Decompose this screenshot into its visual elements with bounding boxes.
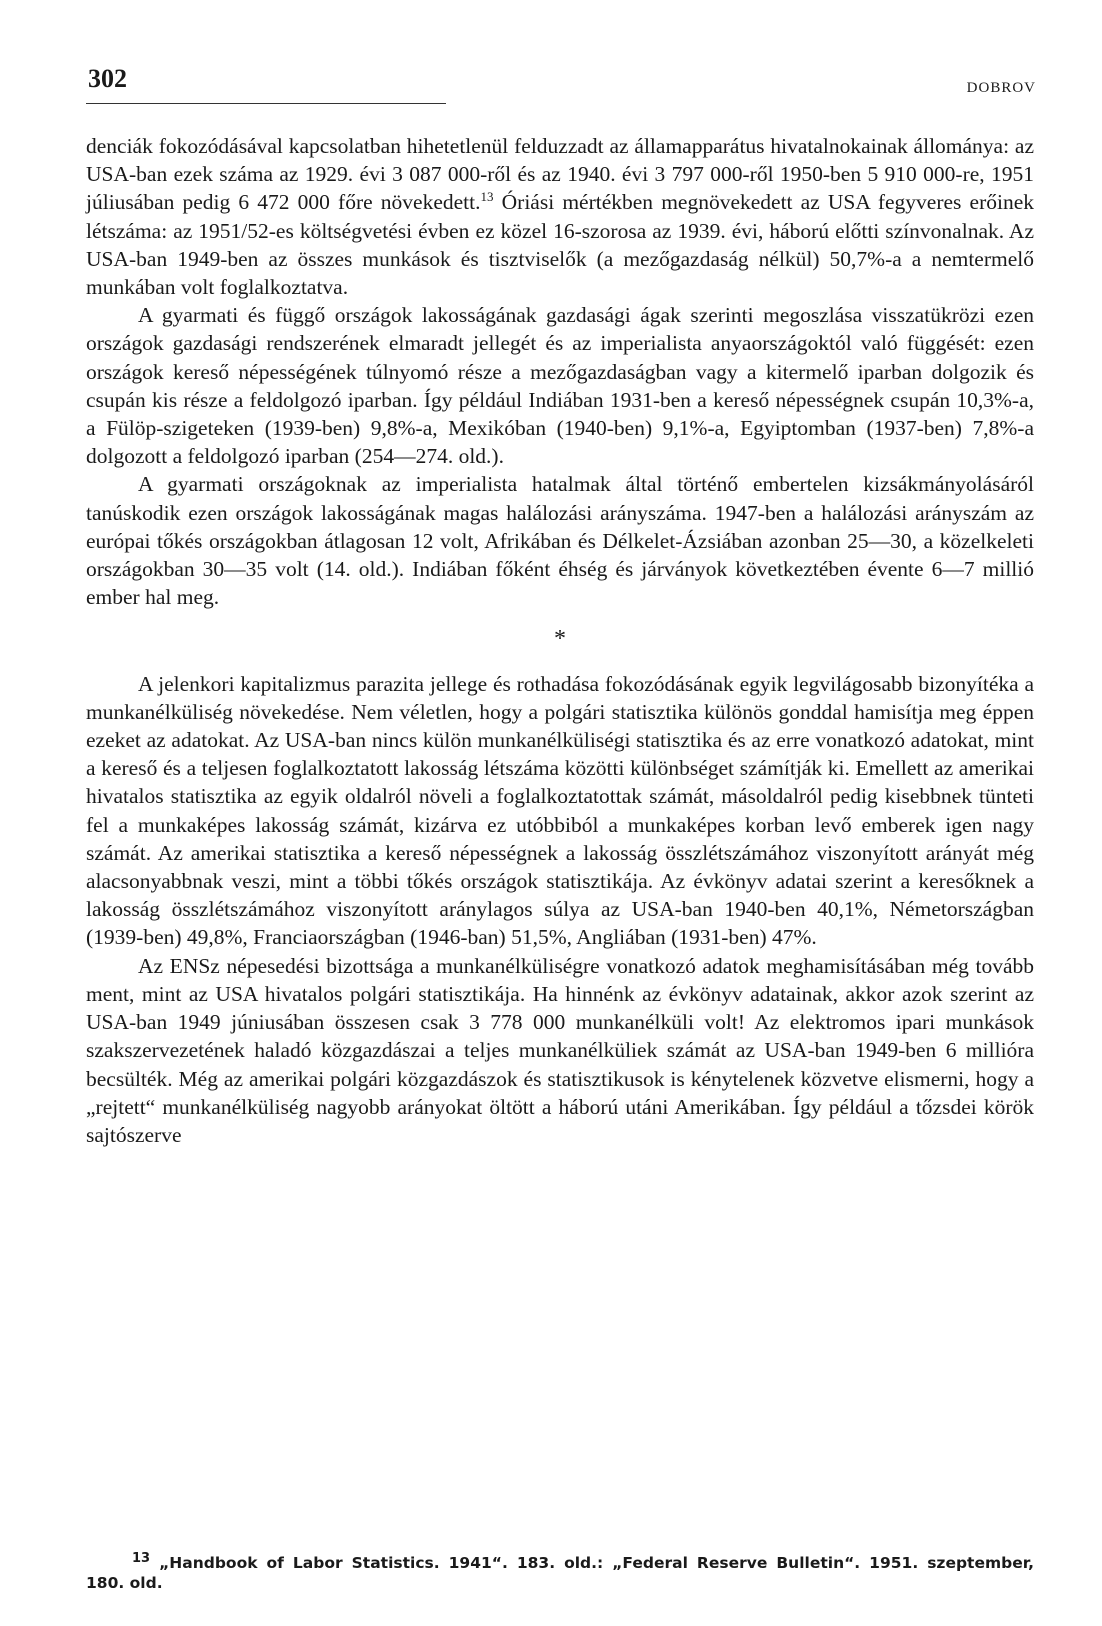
footnote-text: „Handbook of Labor Statistics. 1941“. 183. old.: „Federal Reserve Bulletin“. 1951. szeptember, 180. old.: [86, 1554, 1034, 1592]
footnote-13: [86, 1550, 1034, 1593]
footnote-number: 13: [132, 1550, 151, 1566]
body-text: [86, 132, 1034, 1149]
paragraph-1: [86, 132, 1034, 301]
paragraph-1-text-after: Óriási mértékben megnövekedett az USA fegyveres erőinek létszáma: az 1951/52-es költségvetési évben ez közel 16-szorosa az 1939. évi, háború előtti színvonalnak. Az USA-ban 1949-ben az összes munkások és tisztviselők (a mezőgazdaság nélkül) 50,7%-a a nemtermelő munkában volt foglalkoztatva.: [86, 190, 1035, 300]
paragraph-2: A gyarmati és függő országok lakosságának gazdasági ágak szerinti megoszlása visszatükrözi ezen országok gazdasági rendszerének elmaradt jellegét és az imperialista anyaországoktól való függését: ezen országok kereső népességének túlnyomó része a mezőgazdaságban vagy a kitermelő iparban dolgozik és csupán kis része a feldolgozó iparban. Így például Indiában 1931-ben a kereső népességnek csupán 10,3%-a, a Fülöp-szigeteken (1939-ben) 9,8%-a, Mexikóban (1940-ben) 9,1%-a, Egyiptomban (1937-ben) 7,8%-a dolgozott a feldolgozó iparban (254—274. old.).: [86, 303, 1034, 469]
footnote-ref-13: 13: [480, 189, 494, 205]
running-head: DOBROV: [966, 80, 1036, 96]
paragraph-4: A jelenkori kapitalizmus parazita jellege és rothadása fokozódásának egyik legvilágosabb bizonyítéka a munkanélküliség növekedése. Nem véletlen, hogy a polgári statisztika különös gonddal hamisítja meg éppen ezeket az adatokat. Az USA-ban nincs külön munkanélküliségi statisztika és az erre vonatkozó adatokat, mint a kereső és a teljesen foglalkoztatott lakosság létszáma közötti különbséget számítják ki. Emellett az amerikai hivatalos statisztika az egyik oldalról növeli a foglalkoztatottak számát, másoldalról pedig kisebbnek tünteti fel a munkaképes lakosság számát, kizárva ez utóbbiból a munkaképes korban levő emberek igen nagy számát. Az amerikai statisztika a kereső népességnek a lakosság összlétszámához viszonyított arányát még alacsonyabbnak veszi, mint a többi tőkés országok statisztikája. Az évkönyv adatai szerint a keresőknek a lakosság összlétszámához viszonyított aránylagos súlya az USA-ban 1940-ben 40,1%, Németországban (1939-ben) 49,8%, Franciaországban (1946-ban) 51,5%, Angliában (1931-ben) 47%.: [86, 671, 1034, 950]
page-number: 302: [88, 64, 127, 93]
paragraph-5: Az ENSz népesedési bizottsága a munkanélküliségre vonatkozó adatok meghamisításában még tovább ment, mint az USA hivatalos polgári statisztikája. Ha hinnénk az évkönyv adatainak, akkor azok szerint az USA-ban 1949 júniusában összesen csak 3 778 000 munkanélküli volt! Az elektromos ipari munkások szakszervezetének haladó közgazdászai a teljes munkanélküliek számát az USA-ban 1949-ben 6 millióra becsülték. Még az amerikai polgári közgazdászok és statisztikusok is kénytelenek közvetve elismerni, hogy a „rejtett“ munkanélküliség nagyobb arányokat öltött a háború utáni Amerikában. Így például a tőzsdei körök sajtószerve: [86, 953, 1034, 1147]
paragraph-1-text-before: denciák fokozódásával kapcsolatban hihetetlenül felduzzadt az államapparátus hivatalnokainak állománya: az USA-ban ezek száma az 1929. évi 3 087 000-ről és az 1940. évi 3 797 000-ről 1950-ben 5 910 000-re, 1951 júliusában pedig 6 472 000 főre növekedett.: [86, 134, 1034, 215]
section-separator: *: [554, 626, 566, 653]
header-rule: [86, 103, 446, 104]
paragraph-3: A gyarmati országoknak az imperialista hatalmak által történő embertelen kizsákmányolásáról tanúskodik ezen országok lakosságának magas halálozási arányszáma. 1947-ben a halálozási arányszám az európai tőkés országokban átlagosan 12 volt, Afrikában és Délkelet-Ázsiában azonban 25—30, a közelkeleti országokban 30—35 volt (14. old.). Indiában főként éhség és járványok következtében évente 6—7 millió ember hal meg.: [86, 472, 1034, 610]
